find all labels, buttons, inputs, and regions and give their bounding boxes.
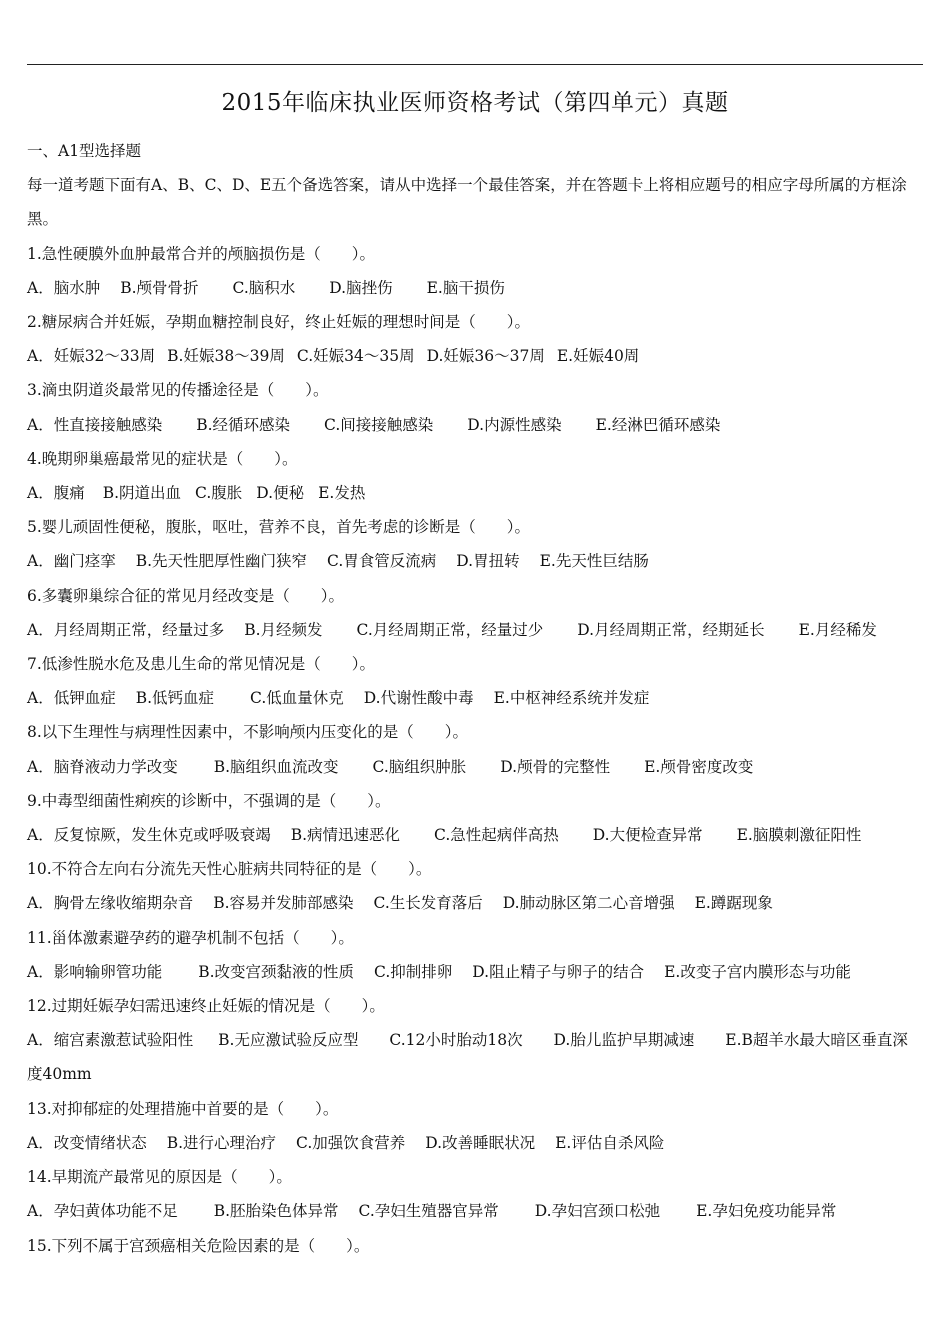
instructions: 每一道考题下面有A、B、C、D、E五个备选答案，请从中选择一个最佳答案，并在答题卡上将相应题号的相应字母所属的方框涂黑。	[27, 176, 907, 229]
answer-options	[27, 271, 923, 305]
question-stem: 15.下列不属于宫颈癌相关危险因素的是（ ）。	[27, 1236, 370, 1255]
answer-option-e: E.妊娠40周	[556, 347, 640, 366]
answer-option-c: C.腹胀	[195, 484, 243, 503]
answer-option-c: C.胃食管反流病	[327, 552, 437, 571]
answer-option-e: E.颅骨密度改变	[644, 757, 754, 776]
answer-option-c: C.脑积水	[232, 278, 296, 297]
question-stem: 3.滴虫阴道炎最常见的传播途径是（ ）。	[27, 381, 329, 400]
answer-option-b: B.阴道出血	[102, 484, 182, 503]
answer-option-d: D.妊娠36～37周	[426, 347, 545, 366]
document-body	[27, 134, 923, 1263]
answer-option-b: B.改变宫颈黏液的性质	[198, 962, 355, 981]
document-title: 2015年临床执业医师资格考试（第四单元）真题	[221, 90, 729, 116]
answer-option-e: E.脑膜刺激征阳性	[736, 826, 862, 845]
answer-options	[27, 544, 923, 578]
answer-option-a: A．妊娠32～33周	[27, 347, 156, 366]
answer-option-a: A．改变情绪状态	[27, 1133, 147, 1152]
answer-option-b: B.妊娠38～39周	[167, 347, 285, 366]
answer-option-c: C.12小时胎动18次	[389, 1031, 523, 1050]
answer-option-d: D.脑挫伤	[329, 278, 393, 297]
answer-option-d: D.便秘	[256, 484, 305, 503]
answer-option-a: A．脑水肿	[27, 278, 101, 297]
answer-option-b: B.进行心理治疗	[166, 1133, 277, 1152]
answer-option-c: C.脑组织肿胀	[372, 757, 467, 776]
answer-option-b: B.脑组织血流改变	[213, 757, 339, 776]
answer-option-d: D.孕妇宫颈口松弛	[534, 1202, 661, 1221]
question-stem: 4.晚期卵巢癌最常见的症状是（ ）。	[27, 449, 298, 468]
answer-option-e: E.发热	[318, 484, 366, 503]
answer-option-b: B.无应激试验反应型	[218, 1031, 359, 1050]
question-stem: 10.不符合左向右分流先天性心脏病共同特征的是（ ）。	[27, 860, 432, 879]
answer-options	[27, 681, 923, 715]
answer-option-a: A．孕妇黄体功能不足	[27, 1202, 178, 1221]
answer-option-b: B.先天性肥厚性幽门狭窄	[135, 552, 308, 571]
answer-option-c: C.抑制排卵	[374, 962, 453, 981]
answer-option-b: B.颅骨骨折	[120, 278, 199, 297]
answer-option-a: A．幽门痉挛	[27, 552, 116, 571]
answer-option-d: D.阻止精子与卵子的结合	[472, 962, 645, 981]
answer-option-b: B.胚胎染色体异常	[213, 1202, 339, 1221]
answer-option-a: A．影响输卵管功能	[27, 962, 163, 981]
answer-options	[27, 750, 923, 784]
answer-options	[27, 1126, 923, 1160]
question-stem: 8.以下生理性与病理性因素中，不影响颅内压变化的是（ ）。	[27, 723, 469, 742]
answer-option-c: C.妊娠34～35周	[296, 347, 415, 366]
answer-options	[27, 339, 923, 373]
answer-option-e: E.月经稀发	[798, 620, 877, 639]
answer-option-e: E.孕妇免疫功能异常	[696, 1202, 837, 1221]
answer-option-a: A．腹痛	[27, 484, 85, 503]
answer-option-d: D.胎儿监护早期减速	[553, 1031, 695, 1050]
answer-option-d: D.胃扭转	[456, 552, 520, 571]
answer-option-a: A．反复惊厥，发生休克或呼吸衰竭	[27, 826, 271, 845]
answer-option-b: B.月经频发	[244, 620, 323, 639]
answer-option-a: A．低钾血症	[27, 689, 116, 708]
answer-option-e: E.评估自杀风险	[555, 1133, 665, 1152]
section-heading: 一、A1型选择题	[27, 142, 142, 160]
answer-option-a: A．月经周期正常，经量过多	[27, 620, 225, 639]
answer-options	[27, 613, 923, 647]
answer-option-e: E.中枢神经系统并发症	[493, 689, 650, 708]
answer-option-c: C.低血量休克	[250, 689, 344, 708]
question-stem: 9.中毒型细菌性痢疾的诊断中，不强调的是（ ）。	[27, 791, 391, 810]
answer-option-d: D.颅骨的完整性	[500, 757, 611, 776]
answer-option-d: D.肺动脉区第二心音增强	[502, 894, 675, 913]
answer-option-a: A．性直接接触感染	[27, 415, 163, 434]
answer-option-c: C.急性起病伴高热	[434, 826, 559, 845]
question-stem: 13.对抑郁症的处理措施中首要的是（ ）。	[27, 1099, 339, 1118]
header-rule	[27, 64, 923, 65]
answer-option-d: D.内源性感染	[467, 415, 562, 434]
answer-options	[27, 1194, 923, 1228]
answer-option-e: E.先天性巨结肠	[539, 552, 649, 571]
answer-option-c: C.月经周期正常，经量过少	[356, 620, 544, 639]
answer-option-b: B.低钙血症	[135, 689, 215, 708]
answer-option-d: D.改善睡眠状况	[425, 1133, 536, 1152]
answer-option-e: E.B超羊水最大暗区垂直深度40mm	[27, 1031, 908, 1084]
answer-option-b: B.病情迅速恶化	[290, 826, 401, 845]
answer-options	[27, 886, 923, 920]
answer-option-d: D.大便检查异常	[592, 826, 703, 845]
answer-option-c: C.生长发育落后	[373, 894, 483, 913]
answer-option-c: C.间接接触感染	[324, 415, 434, 434]
answer-options	[27, 955, 923, 989]
answer-option-e: E.经淋巴循环感染	[595, 415, 721, 434]
question-stem: 7.低渗性脱水危及患儿生命的常见情况是（ ）。	[27, 655, 376, 674]
question-stem: 14.早期流产最常见的原因是（ ）。	[27, 1168, 292, 1187]
answer-option-b: B.容易并发肺部感染	[213, 894, 354, 913]
question-list	[27, 237, 923, 1263]
answer-options	[27, 1023, 923, 1091]
answer-option-a: A．缩宫素激惹试验阳性	[27, 1031, 194, 1050]
answer-option-e: E.脑干损伤	[426, 278, 505, 297]
answer-option-e: E.蹲踞现象	[694, 894, 773, 913]
question-stem: 12.过期妊娠孕妇需迅速终止妊娠的情况是（ ）。	[27, 997, 385, 1016]
question-stem: 6.多囊卵巢综合征的常见月经改变是（ ）。	[27, 586, 345, 605]
answer-option-a: A．脑脊液动力学改变	[27, 757, 178, 776]
answer-option-d: D.月经周期正常，经期延长	[577, 620, 765, 639]
answer-option-d: D.代谢性酸中毒	[363, 689, 474, 708]
question-stem: 5.婴儿顽固性便秘，腹胀，呕吐，营养不良，首先考虑的诊断是（ ）。	[27, 518, 531, 537]
answer-option-c: C.加强饮食营养	[296, 1133, 406, 1152]
answer-options	[27, 818, 923, 852]
question-stem: 11.甾体激素避孕药的避孕机制不包括（ ）。	[27, 928, 354, 947]
answer-options	[27, 476, 923, 510]
question-stem: 2.糖尿病合并妊娠，孕期血糖控制良好，终止妊娠的理想时间是（ ）。	[27, 313, 531, 332]
answer-option-c: C.孕妇生殖器官异常	[358, 1202, 499, 1221]
answer-option-b: B.经循环感染	[196, 415, 291, 434]
answer-option-e: E.改变子宫内膜形态与功能	[664, 962, 851, 981]
answer-options	[27, 408, 923, 442]
question-stem: 1.急性硬膜外血肿最常合并的颅脑损伤是（ ）。	[27, 244, 376, 263]
answer-option-a: A．胸骨左缘收缩期杂音	[27, 894, 194, 913]
